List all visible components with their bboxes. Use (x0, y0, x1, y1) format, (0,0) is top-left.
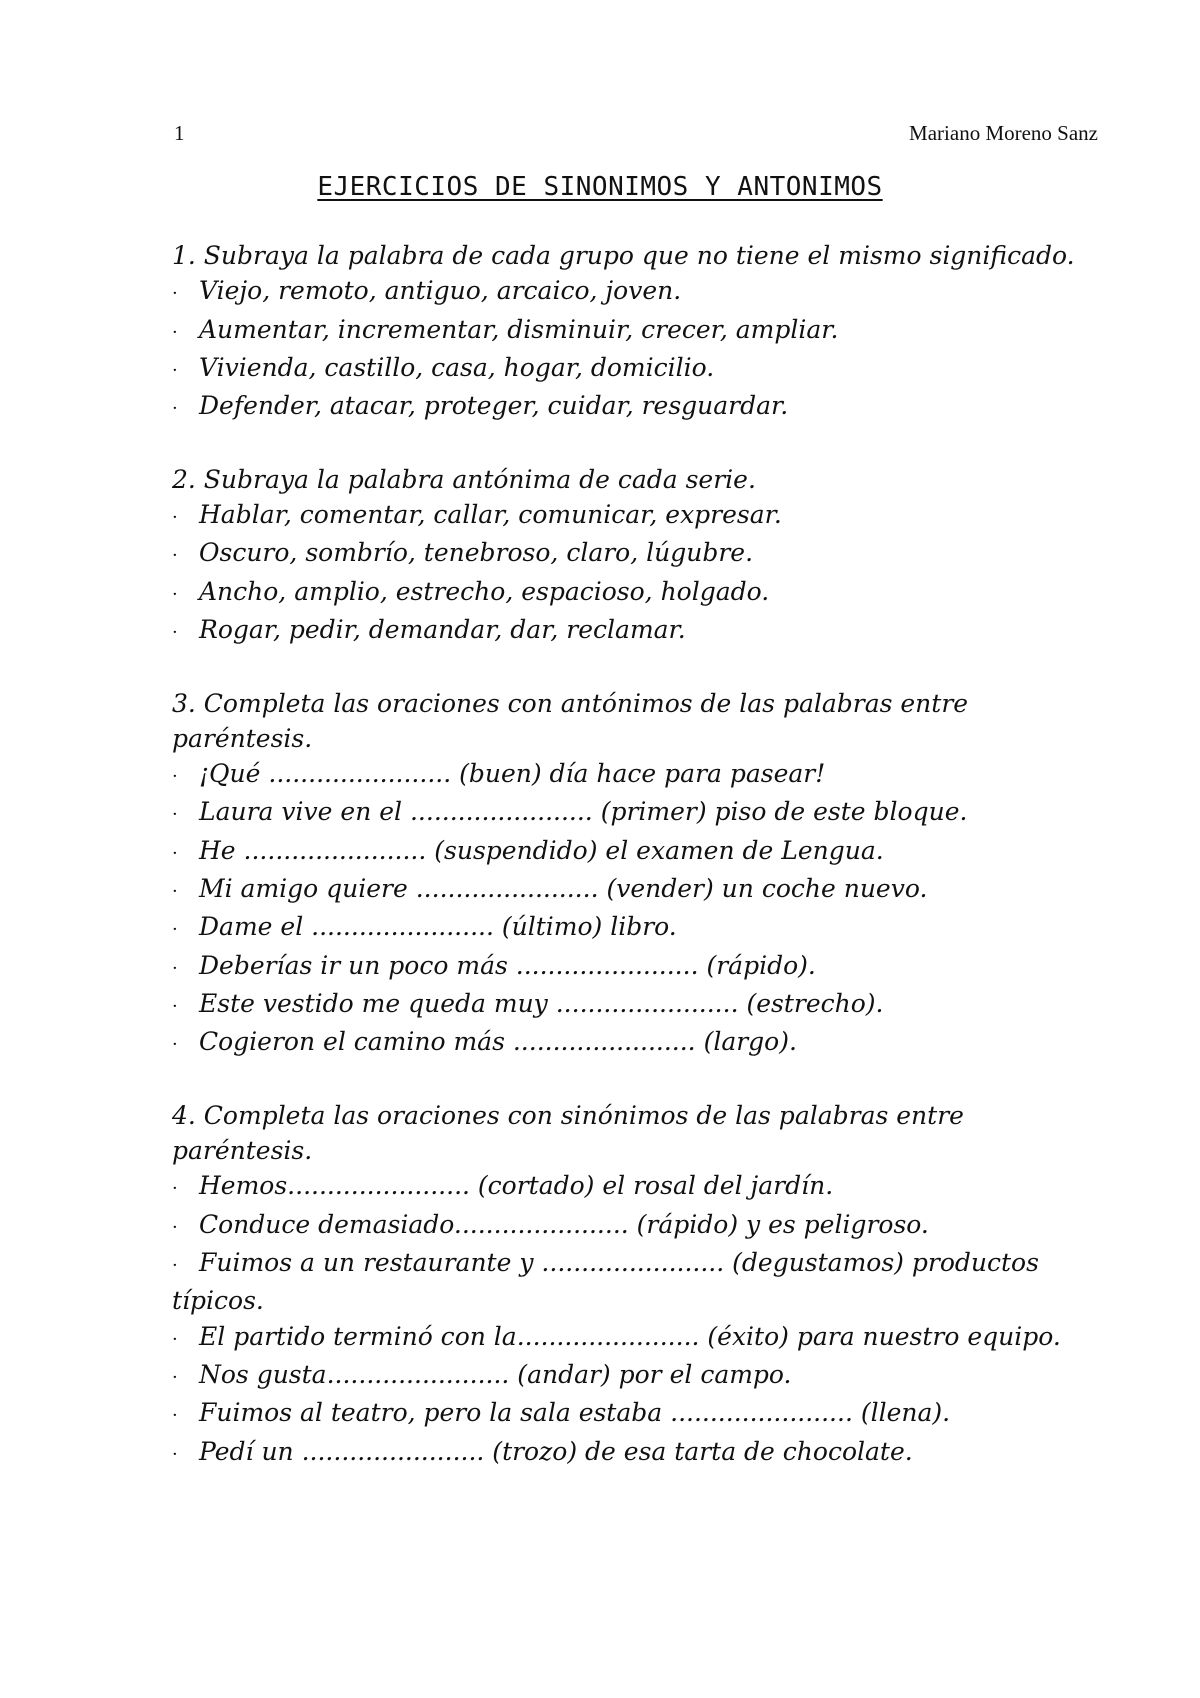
exercise-item (172, 1434, 1112, 1472)
bullet: · (172, 995, 178, 1017)
page-header (174, 121, 1098, 149)
item-text: Este vestido me queda muy ....................... (estrecho). (199, 988, 884, 1018)
bullet: · (172, 957, 178, 979)
exercise-item (172, 388, 1112, 426)
item-text: He ....................... (suspendido) el examen de Lengua. (199, 835, 884, 865)
bullet: · (172, 1178, 178, 1200)
exercise-4 (172, 1098, 1112, 1472)
item-text: Cogieron el camino más ....................... (largo). (199, 1027, 797, 1057)
exercise-item (172, 871, 1112, 909)
exercise-1 (172, 238, 1112, 426)
bullet: · (172, 1443, 178, 1465)
exercise-item (172, 986, 1112, 1024)
bullet: · (172, 1405, 178, 1427)
bullet: · (172, 621, 178, 643)
exercise-item (172, 833, 1112, 871)
exercise-instruction: 3. Completa las oraciones con antónimos de las palabras entre paréntesis. (172, 688, 969, 753)
item-text: Fuimos al teatro, pero la sala estaba ....................... (llena). (199, 1398, 951, 1428)
bullet: · (172, 1034, 178, 1056)
author-name: Mariano Moreno Sanz (909, 121, 1098, 145)
exercise-item (172, 1168, 1112, 1206)
bullet: · (172, 804, 178, 826)
document-title: EJERCICIOS DE SINONIMOS Y ANTONIMOS (317, 172, 883, 202)
item-text: Laura vive en el ....................... (primer) piso de este bloque. (199, 797, 968, 827)
item-text: ¡Qué ....................... (buen) día hace para pasear! (199, 759, 826, 789)
item-text: Dame el ....................... (último) libro. (199, 912, 677, 942)
item-text: Pedí un ....................... (trozo) de esa tarta de chocolate. (199, 1436, 913, 1466)
exercise-item (172, 612, 1112, 650)
exercise-item (172, 1357, 1112, 1395)
exercise-instruction: 1. Subraya la palabra de cada grupo que no tiene el mismo significado. (172, 241, 1075, 270)
bullet: · (172, 507, 178, 529)
bullet: · (172, 545, 178, 567)
page-number: 1 (174, 121, 185, 145)
exercise-item (172, 794, 1112, 832)
exercise-item (172, 909, 1112, 947)
bullet: · (172, 1216, 178, 1238)
item-text: Hablar, comentar, callar, comunicar, expresar. (199, 500, 782, 530)
bullet: · (172, 1255, 178, 1277)
bullet: · (172, 842, 178, 864)
item-text: Vivienda, castillo, casa, hogar, domicilio. (199, 352, 715, 382)
exercise-item (172, 1245, 1112, 1319)
item-text: Deberías ir un poco más ....................... (rápido). (199, 950, 816, 980)
bullet: · (172, 881, 178, 903)
item-text: Defender, atacar, proteger, cuidar, resguardar. (199, 391, 789, 421)
item-text: Hemos....................... (cortado) el rosal del jardín. (199, 1171, 834, 1201)
item-text: Mi amigo quiere ....................... (vender) un coche nuevo. (199, 874, 928, 904)
exercise-instruction: 2. Subraya la palabra antónima de cada serie. (172, 464, 756, 494)
exercise-2 (172, 462, 1112, 650)
exercise-item (172, 312, 1112, 350)
item-text: Conduce demasiado...................... (rápido) y es peligroso. (199, 1209, 929, 1239)
item-text: Ancho, amplio, estrecho, espacioso, holgado. (199, 576, 770, 606)
exercise-instruction: 4. Completa las oraciones con sinónimos de las palabras entre paréntesis. (172, 1100, 964, 1166)
item-text: Viejo, remoto, antiguo, arcaico, joven. (199, 276, 682, 306)
exercise-item (172, 574, 1112, 612)
bullet: · (172, 583, 178, 605)
exercise-item (172, 1024, 1112, 1062)
item-text: Nos gusta....................... (andar) por el campo. (199, 1359, 792, 1389)
bullet: · (172, 398, 178, 420)
bullet: · (172, 1366, 178, 1388)
item-text: El partido terminó con la....................... (éxito) para nuestro equipo. (199, 1321, 1061, 1351)
exercise-item (172, 948, 1112, 986)
item-text: Rogar, pedir, demandar, dar, reclamar. (199, 614, 686, 644)
item-text: Aumentar, incrementar, disminuir, crecer, ampliar. (199, 314, 839, 344)
exercise-item (172, 1395, 1112, 1433)
bullet: · (172, 919, 178, 941)
item-text: Fuimos a un restaurante y ....................... (degustamos) productos típicos. (172, 1248, 1039, 1316)
exercise-item (172, 497, 1112, 535)
exercise-item (172, 350, 1112, 388)
exercise-item (172, 535, 1112, 573)
item-text: Oscuro, sombrío, tenebroso, claro, lúgubre. (199, 538, 754, 568)
bullet: · (172, 321, 178, 343)
exercise-item (172, 1319, 1112, 1357)
exercise-content (172, 238, 1112, 1507)
exercise-3 (172, 686, 1112, 1063)
bullet: · (172, 283, 178, 305)
bullet: · (172, 766, 178, 788)
bullet: · (172, 1328, 178, 1350)
bullet: · (172, 359, 178, 381)
exercise-item (172, 1207, 1112, 1245)
exercise-item (172, 273, 1112, 311)
exercise-item (172, 756, 1112, 794)
